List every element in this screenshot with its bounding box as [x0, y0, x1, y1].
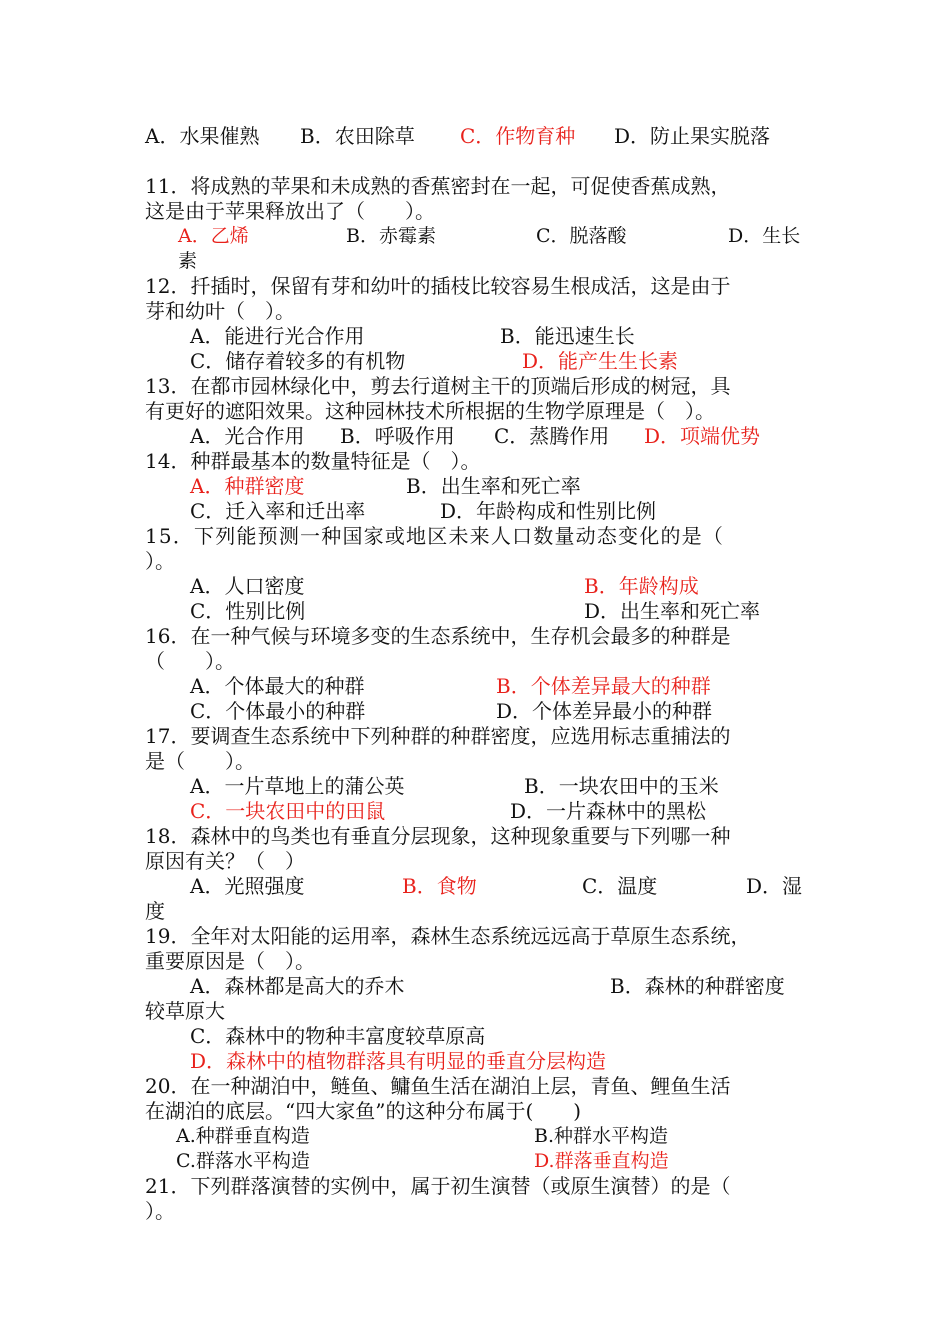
q10-option-b: B．农田除草 [300, 124, 415, 148]
q20-option-d: D.群落垂直构造 [534, 1150, 669, 1172]
q20-stem-cont: 在湖泊的底层。“四大家鱼”的这种分布属于( ) [145, 1099, 582, 1123]
q17-stem-cont: 是（ ）。 [145, 749, 255, 773]
q13-stem: 13．在都市园林绿化中，剪去行道树主干的顶端后形成的树冠，具 [145, 374, 731, 398]
q17-option-b: B．一块农田中的玉米 [524, 774, 719, 798]
q15-stem-cont: ）。 [145, 549, 175, 573]
q12-option-c: C．储存着较多的有机物 [190, 349, 406, 373]
q18-option-b: B．食物 [402, 874, 477, 898]
q13-option-b: B．呼吸作用 [340, 424, 455, 448]
q15-option-c: C．性别比例 [190, 599, 306, 623]
q11-option-b: B．赤霉素 [346, 225, 436, 247]
q19-option-b: B．森林的种群密度 [610, 974, 785, 998]
q18-stem-cont: 原因有关？（ ） [145, 849, 305, 873]
q17-option-d: D．一片森林中的黑松 [510, 799, 707, 823]
q16-option-c: C．个体最小的种群 [190, 699, 366, 723]
q20-stem: 20．在一种湖泊中，鲢鱼、鳙鱼生活在湖泊上层，青鱼、鲤鱼生活 [145, 1074, 731, 1098]
q17-option-c: C．一块农田中的田鼠 [190, 799, 386, 823]
q11-option-a: A．乙烯 [178, 225, 249, 247]
q11-option-d: D．生长 [728, 225, 801, 247]
q15-option-a: A．人口密度 [190, 574, 305, 598]
q18-option-d: D．湿 [746, 874, 803, 898]
q11-stem-cont: 这是由于苹果释放出了（ ）。 [145, 199, 435, 223]
q14-option-d: D．年龄构成和性别比例 [440, 499, 657, 523]
q13-option-c: C．蒸腾作用 [494, 424, 610, 448]
q12-option-a: A．能进行光合作用 [190, 324, 365, 348]
q14-stem: 14．种群最基本的数量特征是（ ）。 [145, 449, 481, 473]
q10-option-a: A．水果催熟 [145, 124, 260, 148]
q11-option-d-cont: 素 [178, 250, 198, 272]
q16-stem-cont: （ ）。 [145, 649, 235, 673]
q10-option-d: D．防止果实脱落 [614, 124, 771, 148]
q17-stem: 17．要调查生态系统中下列种群的种群密度，应选用标志重捕法的 [145, 724, 731, 748]
q21-stem-cont: ）。 [145, 1199, 175, 1223]
q12-option-b: B．能迅速生长 [500, 324, 635, 348]
q12-stem-cont: 芽和幼叶（ ）。 [145, 299, 295, 323]
q14-option-b: B．出生率和死亡率 [406, 474, 581, 498]
q19-option-a: A．森林都是高大的乔木 [190, 974, 405, 998]
q15-option-b: B．年龄构成 [584, 574, 699, 598]
q10-option-c: C．作物育种 [460, 124, 576, 148]
q13-option-d: D．项端优势 [644, 424, 761, 448]
q18-option-a: A．光照强度 [190, 874, 305, 898]
q20-option-a: A.种群垂直构造 [176, 1125, 310, 1147]
q20-option-c: C.群落水平构造 [176, 1150, 310, 1172]
q18-stem: 18．森林中的鸟类也有垂直分层现象，这种现象重要与下列哪一种 [145, 824, 731, 848]
q14-option-c: C．迁入率和迁出率 [190, 499, 366, 523]
q19-stem-cont: 重要原因是（ ）。 [145, 949, 315, 973]
q16-option-a: A．个体最大的种群 [190, 674, 365, 698]
q18-option-c: C．温度 [582, 874, 658, 898]
q19-option-b-cont: 较草原大 [145, 999, 225, 1023]
q12-stem: 12．扦插时，保留有芽和幼叶的插枝比较容易生根成活，这是由于 [145, 274, 731, 298]
q16-option-d: D．个体差异最小的种群 [496, 699, 713, 723]
q16-option-b: B．个体差异最大的种群 [496, 674, 711, 698]
q13-stem-cont: 有更好的遮阳效果。这种园林技术所根据的生物学原理是（ ）。 [145, 399, 715, 423]
q17-option-a: A．一片草地上的蒲公英 [190, 774, 405, 798]
q16-stem: 16．在一种气候与环境多变的生态系统中，生存机会最多的种群是 [145, 624, 731, 648]
q20-option-b: B.种群水平构造 [534, 1125, 669, 1147]
q15-stem: 15．下列能预测一种国家或地区未来人口数量动态变化的是（ [145, 524, 725, 548]
q11-option-c: C．脱落酸 [536, 225, 627, 247]
q19-option-c: C．森林中的物种丰富度较草原高 [190, 1024, 486, 1048]
q13-option-a: A．光合作用 [190, 424, 305, 448]
q18-option-d-cont: 度 [145, 899, 165, 923]
q19-option-d: D．森林中的植物群落具有明显的垂直分层构造 [190, 1049, 607, 1073]
q21-stem: 21．下列群落演替的实例中，属于初生演替（或原生演替）的是（ [145, 1174, 731, 1198]
q11-stem: 11．将成熟的苹果和未成熟的香蕉密封在一起，可促使香蕉成熟， [145, 174, 731, 198]
q14-option-a: A．种群密度 [190, 474, 305, 498]
q19-stem: 19．全年对太阳能的运用率，森林生态系统远远高于草原生态系统， [145, 924, 751, 948]
q12-option-d: D．能产生生长素 [522, 349, 679, 373]
q15-option-d: D．出生率和死亡率 [584, 599, 761, 623]
